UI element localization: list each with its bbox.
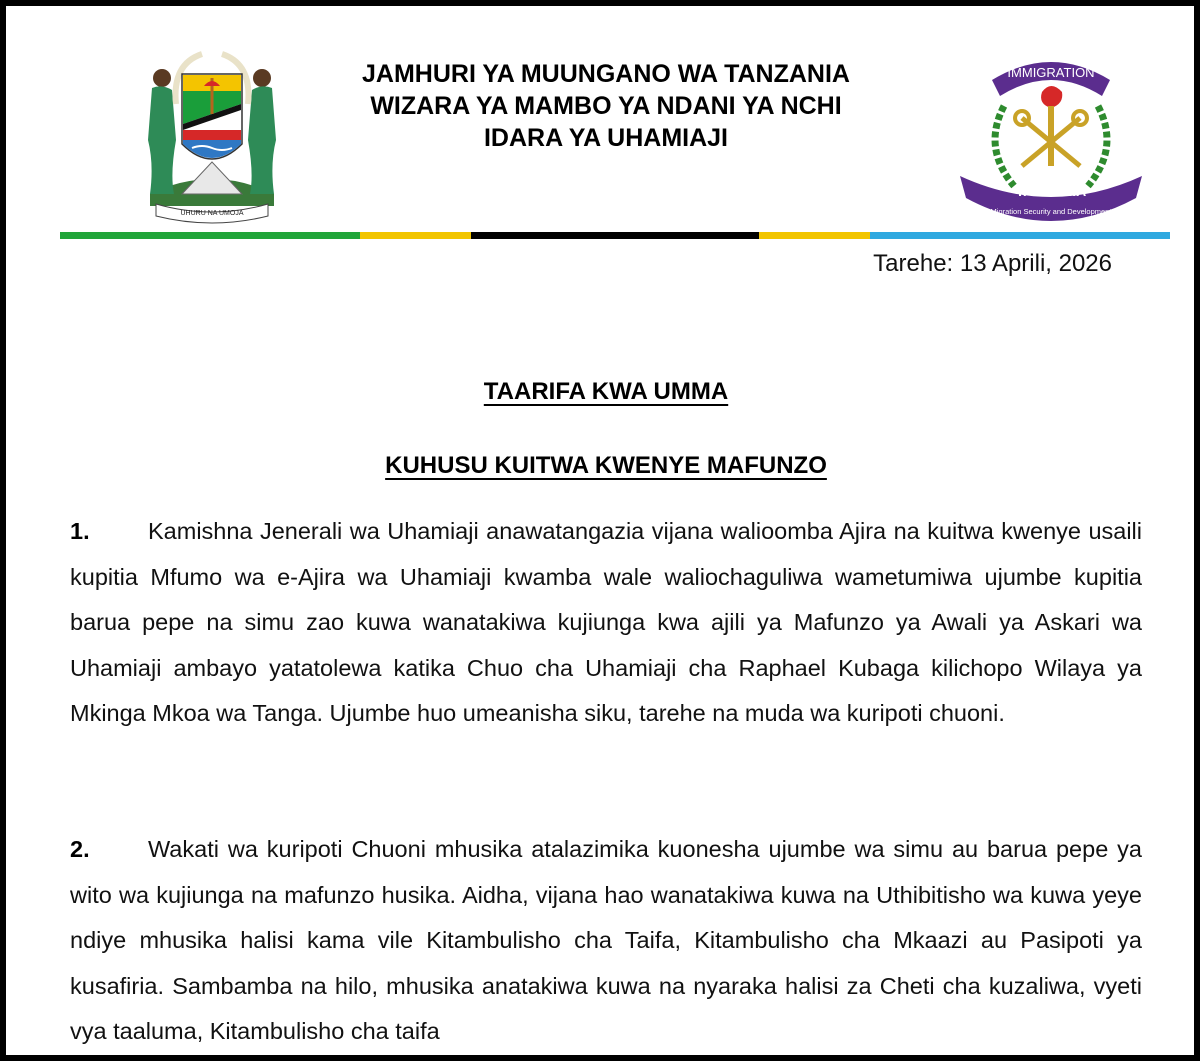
paragraph-text: Kamishna Jenerali wa Uhamiaji anawatangazia vijana walioomba Ajira na kuitwa kwenye usaili kupitia Mfumo wa e-Ajira wa Uhamiaji kwamba wale waliochaguliwa wametumiwa ujumbe kupitia barua pepe na simu zao kuwa wanatakiwa kujiunga kwa ajili ya Mafunzo ya Awali ya Askari wa Uhamiaji ambayo yatatolewa katika Chuo cha Uhamiaji cha Raphael Kubaga kilichopo Wilaya ya Mkinga Mkoa wa Tanga. Ujumbe huo umeanisha siku, tarehe na muda wa kuripoti chuoni. <box>70 518 1142 726</box>
header-line-country: JAMHURI YA MUUNGANO WA TANZANIA <box>362 60 850 88</box>
paragraph-number: 2. <box>70 836 90 862</box>
logo-top-text: IMMIGRATION <box>1007 65 1095 80</box>
coat-of-arms-motto: UHURU NA UMOJA <box>180 210 244 217</box>
document-page <box>6 6 1194 1055</box>
flag-segment-yellow <box>360 232 471 239</box>
paragraph-number: 1. <box>70 518 90 544</box>
flag-segment-green <box>60 232 360 239</box>
flag-color-divider <box>60 232 1170 239</box>
document-subtitle: KUHUSU KUITWA KWENYE MAFUNZO <box>385 452 827 479</box>
immigration-badge-icon <box>952 48 1150 228</box>
flag-segment-yellow-2 <box>759 232 870 239</box>
logo-country: TANZANIA <box>1015 183 1087 199</box>
letterhead <box>306 58 906 154</box>
flag-segment-blue <box>870 232 1170 239</box>
header-line-department: IDARA YA UHAMIAJI <box>483 124 729 152</box>
document-date: Tarehe: 13 Aprili, 2026 <box>873 250 1112 277</box>
header-line-ministry: WIZARA YA MAMBO YA NDANI YA NCHI <box>370 92 842 120</box>
tanzania-coat-of-arms-icon <box>132 44 292 224</box>
logo-slogan: Migration Security and Development <box>990 207 1112 216</box>
flag-segment-black <box>471 232 760 239</box>
document-title: TAARIFA KWA UMMA <box>483 378 729 405</box>
paragraph-1 <box>70 509 1142 737</box>
paragraph-text: Wakati wa kuripoti Chuoni mhusika atalazimika kuonesha ujumbe wa simu au barua pepe ya wito wa kujiunga na mafunzo husika. Aidha, vijana hao wanatakiwa kuwa na Uthibitisho wa kuwa yeye ndiye mhusika halisi kama vile Kitambulisho cha Taifa, Kitambulisho cha Mkaazi au Pasipoti ya kusafiria. Sambamba na hilo, mhusika anatakiwa kuwa na nyaraka halisi za Cheti cha kuzaliwa, vyeti vya taaluma, Kitambulisho cha taifa <box>70 836 1142 1044</box>
paragraph-2 <box>70 827 1142 1055</box>
